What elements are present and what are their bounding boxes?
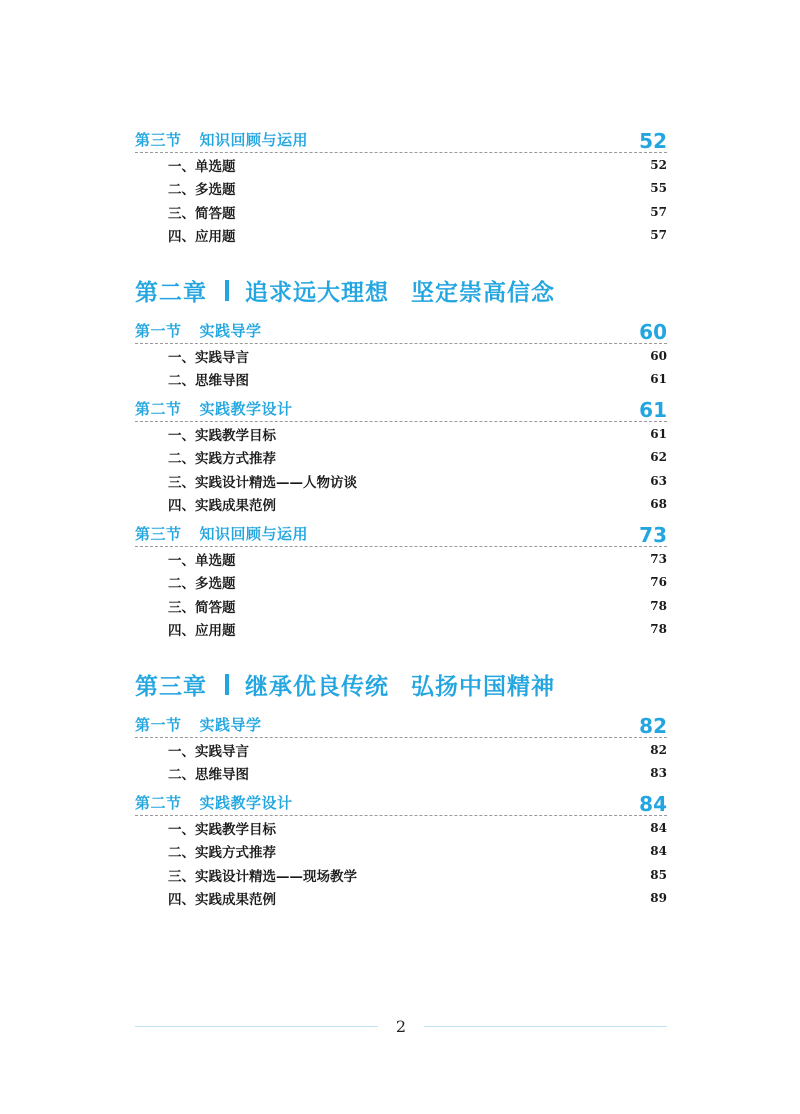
page-number: 2 xyxy=(395,1016,407,1036)
item-label: 四、实践成果范例 xyxy=(168,498,276,515)
chapter-prefix: 第三章 xyxy=(135,672,207,700)
toc-item-row[interactable] xyxy=(135,618,667,642)
toc-item-row[interactable] xyxy=(135,224,667,248)
footer-rule-left xyxy=(135,1026,378,1027)
item-label: 四、实践成果范例 xyxy=(168,892,276,909)
section-name: 实践导学 xyxy=(199,716,262,734)
section-title xyxy=(135,398,293,421)
section-prefix: 第二节 xyxy=(135,794,182,812)
toc-section-row[interactable] xyxy=(135,522,667,547)
item-label: 一、实践教学目标 xyxy=(168,427,276,444)
page-footer xyxy=(135,1015,667,1037)
toc-item-row[interactable] xyxy=(135,887,667,911)
toc-item-row[interactable] xyxy=(135,863,667,887)
item-page-number: 57 xyxy=(650,228,667,243)
item-page-number: 84 xyxy=(650,820,667,835)
item-label: 二、思维导图 xyxy=(168,373,249,390)
section-page-number: 52 xyxy=(639,129,667,153)
toc-item-row[interactable] xyxy=(135,594,667,618)
section-prefix: 第三节 xyxy=(135,131,182,149)
chapter-title-part1: 追求远大理想 xyxy=(245,278,389,306)
section-title xyxy=(135,129,308,152)
item-page-number: 85 xyxy=(650,867,667,882)
item-label: 三、简答题 xyxy=(168,599,236,616)
toc-item-row[interactable] xyxy=(135,422,667,446)
toc-item-row[interactable] xyxy=(135,153,667,177)
toc-item-row[interactable] xyxy=(135,368,667,392)
item-page-number: 60 xyxy=(650,348,667,363)
section-title xyxy=(135,320,262,343)
toc-item-row[interactable] xyxy=(135,738,667,762)
item-page-number: 84 xyxy=(650,844,667,859)
item-label: 二、实践方式推荐 xyxy=(168,451,276,468)
item-page-number: 62 xyxy=(650,450,667,465)
chapter-heading[interactable] xyxy=(135,267,667,313)
section-prefix: 第三节 xyxy=(135,525,182,543)
item-label: 一、实践导言 xyxy=(168,743,249,760)
toc-section-row[interactable] xyxy=(135,128,667,153)
section-page-number: 60 xyxy=(639,320,667,344)
item-label: 二、多选题 xyxy=(168,576,236,593)
item-page-number: 78 xyxy=(650,622,667,637)
toc-item-row[interactable] xyxy=(135,571,667,595)
item-page-number: 63 xyxy=(650,473,667,488)
item-label: 二、思维导图 xyxy=(168,767,249,784)
section-name: 实践教学设计 xyxy=(199,794,293,812)
chapter-prefix: 第二章 xyxy=(135,278,207,306)
section-prefix: 第一节 xyxy=(135,716,182,734)
item-label: 一、实践导言 xyxy=(168,349,249,366)
item-label: 一、单选题 xyxy=(168,552,236,569)
toc-section-row[interactable] xyxy=(135,397,667,422)
item-label: 三、实践设计精选——现场教学 xyxy=(168,868,357,885)
item-label: 三、简答题 xyxy=(168,205,236,222)
chapter-title-part2: 弘扬中国精神 xyxy=(411,672,555,700)
section-page-number: 61 xyxy=(639,398,667,422)
section-prefix: 第二节 xyxy=(135,400,182,418)
section-title xyxy=(135,714,262,737)
item-label: 三、实践设计精选——人物访谈 xyxy=(168,474,357,491)
section-name: 知识回顾与运用 xyxy=(199,525,309,543)
chapter-divider-bar xyxy=(225,280,229,301)
item-page-number: 55 xyxy=(650,181,667,196)
item-page-number: 83 xyxy=(650,766,667,781)
toc-item-row[interactable] xyxy=(135,493,667,517)
toc-item-row[interactable] xyxy=(135,547,667,571)
item-page-number: 52 xyxy=(650,157,667,172)
section-page-number: 73 xyxy=(639,523,667,547)
toc-section-row[interactable] xyxy=(135,713,667,738)
item-label: 四、应用题 xyxy=(168,623,236,640)
toc-section-row[interactable] xyxy=(135,791,667,816)
item-page-number: 61 xyxy=(650,372,667,387)
item-page-number: 82 xyxy=(650,742,667,757)
chapter-heading[interactable] xyxy=(135,661,667,707)
item-page-number: 61 xyxy=(650,426,667,441)
section-name: 知识回顾与运用 xyxy=(199,131,309,149)
toc-item-row[interactable] xyxy=(135,762,667,786)
item-label: 四、应用题 xyxy=(168,229,236,246)
chapter-title-part2: 坚定崇高信念 xyxy=(411,278,555,306)
section-prefix: 第一节 xyxy=(135,322,182,340)
item-page-number: 76 xyxy=(650,575,667,590)
toc-item-row[interactable] xyxy=(135,469,667,493)
item-page-number: 78 xyxy=(650,598,667,613)
toc-item-row[interactable] xyxy=(135,344,667,368)
toc-item-row[interactable] xyxy=(135,200,667,224)
section-name: 实践导学 xyxy=(199,322,262,340)
chapter-title-part1: 继承优良传统 xyxy=(245,672,389,700)
item-page-number: 89 xyxy=(650,891,667,906)
item-label: 一、实践教学目标 xyxy=(168,821,276,838)
section-page-number: 84 xyxy=(639,792,667,816)
footer-rule-right xyxy=(424,1026,667,1027)
chapter-divider-bar xyxy=(225,674,229,695)
toc-item-row[interactable] xyxy=(135,816,667,840)
toc-item-row[interactable] xyxy=(135,177,667,201)
section-title xyxy=(135,792,293,815)
item-page-number: 57 xyxy=(650,204,667,219)
item-label: 一、单选题 xyxy=(168,158,236,175)
item-label: 二、多选题 xyxy=(168,182,236,199)
toc-item-row[interactable] xyxy=(135,446,667,470)
item-label: 二、实践方式推荐 xyxy=(168,845,276,862)
item-page-number: 68 xyxy=(650,497,667,512)
toc-section-row[interactable] xyxy=(135,319,667,344)
section-name: 实践教学设计 xyxy=(199,400,293,418)
section-page-number: 82 xyxy=(639,714,667,738)
toc-item-row[interactable] xyxy=(135,840,667,864)
table-of-contents xyxy=(135,128,667,910)
section-title xyxy=(135,523,308,546)
item-page-number: 73 xyxy=(650,551,667,566)
